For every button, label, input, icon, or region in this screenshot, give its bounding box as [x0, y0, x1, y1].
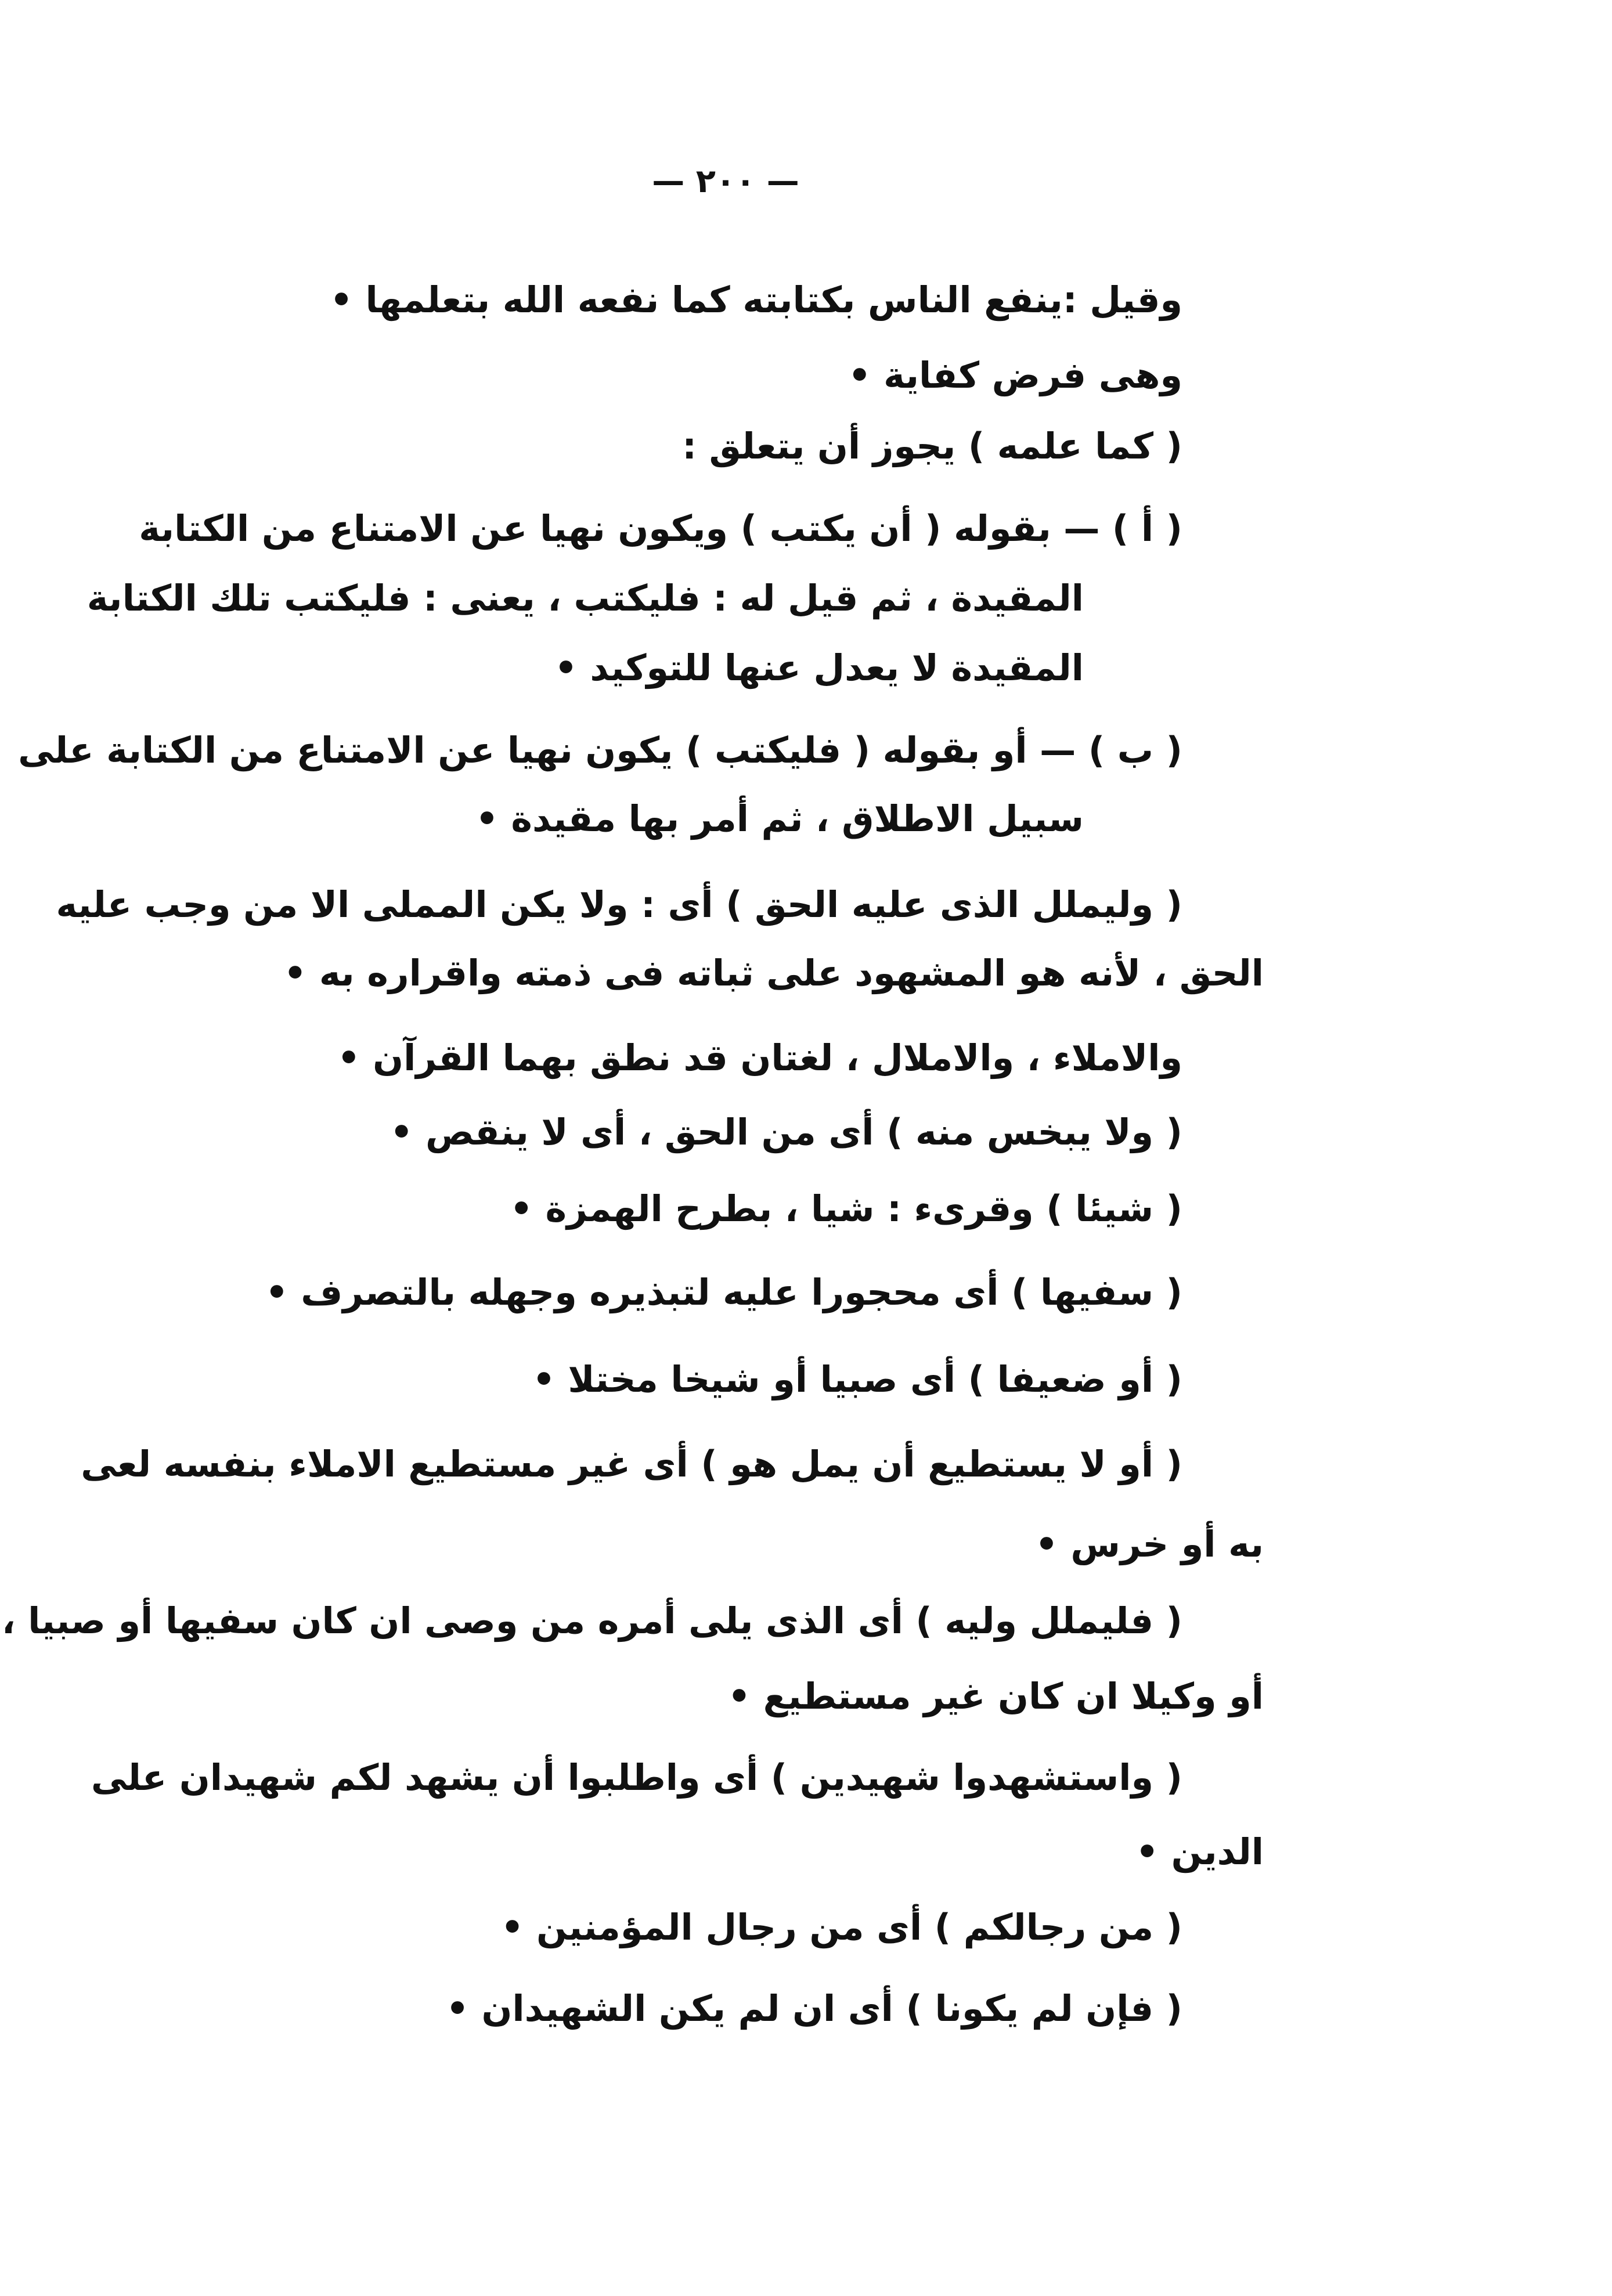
text-line-2: وهى فرض كفاية •: [848, 354, 1182, 396]
text-line-5: المقيدة ، ثم قيل له : فليكتب ، يعنى : فليكتب تلك الكتابة: [86, 577, 1084, 619]
text-line-11: والاملاء ، والاملال ، لغتان قد نطق بهما القرآن •: [337, 1037, 1182, 1079]
text-line-17: به أو خرس •: [1035, 1523, 1264, 1565]
text-line-9: ( وليملل الذى عليه الحق ) أى : ولا يكن المملى الا من وجب عليه: [56, 883, 1182, 926]
text-line-20: ( واستشهدوا شهيدين ) أى واطلبوا أن يشهد لكم شهيدان على: [91, 1756, 1182, 1799]
text-line-12: ( ولا يبخس منه ) أى من الحق ، أى لا ينقص •: [390, 1111, 1182, 1153]
text-line-3: ( كما علمه ) يجوز أن يتعلق :: [682, 425, 1182, 467]
text-line-7: ( ب ) — أو بقوله ( فليكتب ) يكون نهيا عن الامتناع من الكتابة على: [18, 729, 1182, 771]
text-line-19: أو وكيلا ان كان غير مستطيع •: [727, 1675, 1264, 1717]
text-line-6: المقيدة لا يعدل عنها للتوكيد •: [554, 647, 1084, 689]
text-line-14: ( سفيها ) أى محجورا عليه لتبذيره وجهله بالتصرف •: [265, 1271, 1182, 1313]
text-line-8: سبيل الاطلاق ، ثم أمر بها مقيدة •: [475, 797, 1084, 840]
text-line-4: ( أ ) — بقوله ( أن يكتب ) ويكون نهيا عن الامتناع من الكتابة: [139, 507, 1182, 550]
text-line-18: ( فليملل وليه ) أى الذى يلى أمره من وصى ان كان سفيها أو صبيا ،: [1, 1600, 1182, 1642]
page-number: — ٢٠٠ —: [652, 163, 799, 200]
text-line-22: ( من رجالكم ) أى من رجال المؤمنين •: [500, 1906, 1182, 1948]
text-line-10: الحق ، لأنه هو المشهود على ثباته فى ذمته واقراره به •: [283, 952, 1264, 994]
text-line-13: ( شيئا ) وقرىء : شيا ، بطرح الهمزة •: [510, 1187, 1182, 1230]
text-line-16: ( أو لا يستطيع أن يمل هو ) أى غير مستطيع الاملاء بنفسه لعى: [81, 1443, 1182, 1485]
text-line-15: ( أو ضعيفا ) أى صبيا أو شيخا مختلا •: [532, 1358, 1182, 1400]
text-line-1: وقيل :ينفع الناس بكتابته كما نفعه الله بتعلمها •: [330, 279, 1182, 321]
text-line-21: الدين •: [1135, 1831, 1264, 1873]
text-line-23: ( فإن لم يكونا ) أى ان لم يكن الشهيدان •: [446, 1987, 1182, 2030]
